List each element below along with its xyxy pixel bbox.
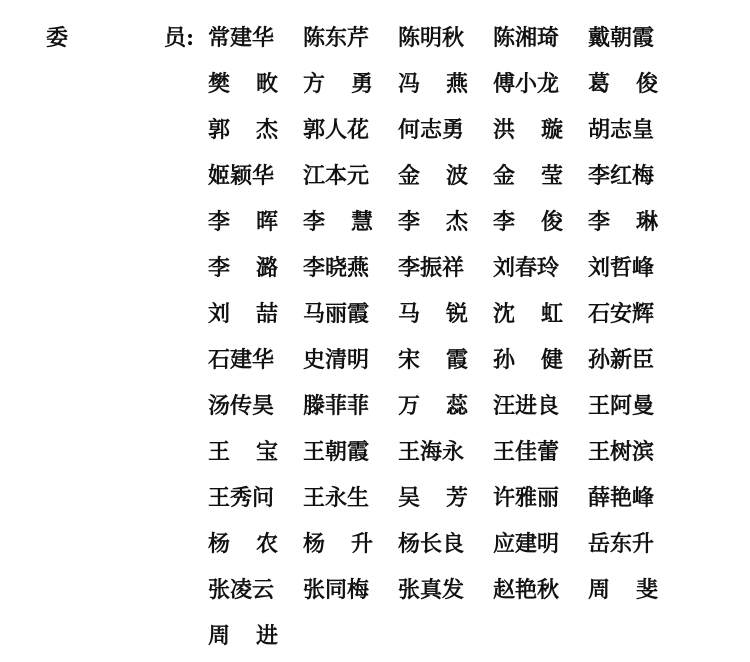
member-name: 常建华: [208, 25, 275, 51]
member-name: 沈 虹: [493, 301, 563, 327]
member-name: 滕菲菲: [303, 393, 370, 419]
member-name: 李振祥: [398, 255, 465, 281]
member-name: 陈东芹: [303, 25, 370, 51]
member-name: 万 蕊: [398, 393, 468, 419]
member-name: 王佳蕾: [493, 439, 560, 465]
member-name: 岳东升: [588, 531, 655, 557]
member-name: 刘 喆: [208, 301, 278, 327]
member-name: 孙新臣: [588, 347, 655, 373]
member-name: 郭人花: [303, 117, 370, 143]
member-name: 汤传昊: [208, 393, 275, 419]
member-name: 刘哲峰: [588, 255, 655, 281]
member-name: 方 勇: [303, 71, 373, 97]
member-name: 郭 杰: [208, 117, 278, 143]
member-name: 赵艳秋: [493, 577, 560, 603]
member-name: 胡志皇: [588, 117, 655, 143]
member-name: 石安辉: [588, 301, 655, 327]
member-name: 李 俊: [493, 209, 563, 235]
member-name: 周 进: [208, 623, 278, 649]
member-name: 石建华: [208, 347, 275, 373]
member-name: 王秀问: [208, 485, 275, 511]
heading-char-2: 员:: [164, 25, 195, 51]
member-name: 王 宝: [208, 439, 278, 465]
member-name: 李 琳: [588, 209, 658, 235]
member-name: 孙 健: [493, 347, 563, 373]
member-name: 许雅丽: [493, 485, 560, 511]
member-name: 宋 霞: [398, 347, 468, 373]
member-name: 陈明秋: [398, 25, 465, 51]
member-name: 李 慧: [303, 209, 373, 235]
member-name: 王永生: [303, 485, 370, 511]
member-name: 傅小龙: [493, 71, 560, 97]
member-name: 杨长良: [398, 531, 465, 557]
member-name: 张凌云: [208, 577, 275, 603]
member-name: 李 晖: [208, 209, 278, 235]
member-name: 冯 燕: [398, 71, 468, 97]
member-name: 王阿曼: [588, 393, 655, 419]
member-name: 陈湘琦: [493, 25, 560, 51]
member-name: 刘春玲: [493, 255, 560, 281]
member-name: 薛艳峰: [588, 485, 655, 511]
member-name: 张真发: [398, 577, 465, 603]
member-name-grid: [208, 18, 683, 662]
member-name: 洪 璇: [493, 117, 563, 143]
member-name: 金 波: [398, 163, 468, 189]
member-name: 王树滨: [588, 439, 655, 465]
member-name: 李 潞: [208, 255, 278, 281]
member-name: 应建明: [493, 531, 560, 557]
member-name: 王海永: [398, 439, 465, 465]
member-name: 张同梅: [303, 577, 370, 603]
member-name: 何志勇: [398, 117, 465, 143]
member-name: 李 杰: [398, 209, 468, 235]
member-name: 杨 升: [303, 531, 373, 557]
member-name: 周 斐: [588, 577, 658, 603]
heading-char-1: 委: [46, 25, 69, 51]
member-name: 姬颖华: [208, 163, 275, 189]
member-name: 马 锐: [398, 301, 468, 327]
member-name: 李红梅: [588, 163, 655, 189]
member-name: 马丽霞: [303, 301, 370, 327]
member-name: 王朝霞: [303, 439, 370, 465]
member-name: 汪进良: [493, 393, 560, 419]
member-name: 戴朝霞: [588, 25, 655, 51]
member-name: 江本元: [303, 163, 370, 189]
member-name: 杨 农: [208, 531, 278, 557]
member-name: 史清明: [303, 347, 370, 373]
member-name: 金 莹: [493, 163, 563, 189]
member-name: 葛 俊: [588, 71, 658, 97]
member-name: 樊 畋: [208, 71, 278, 97]
member-name: 吴 芳: [398, 485, 468, 511]
member-name: 李晓燕: [303, 255, 370, 281]
